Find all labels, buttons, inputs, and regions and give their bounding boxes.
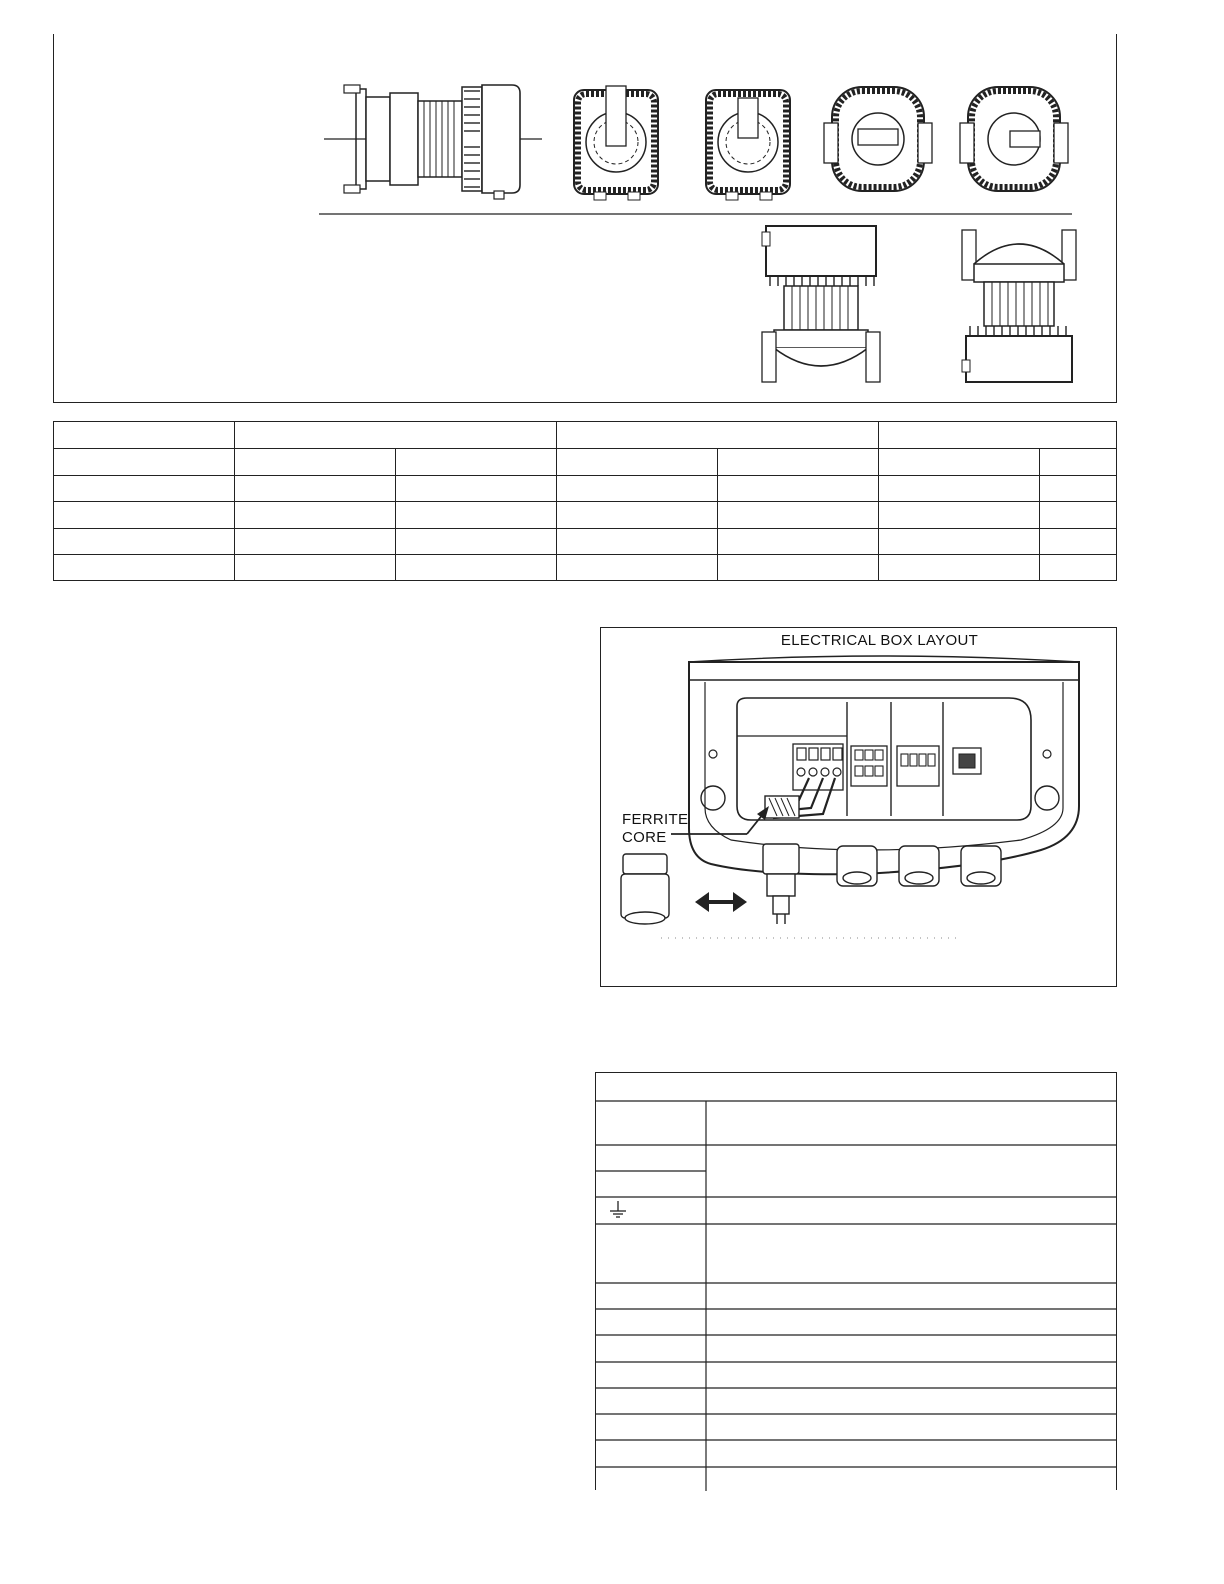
grid-subheader-row [54,449,1117,476]
grid-cell [235,502,396,528]
grid-cell [396,528,557,554]
grid-cell [235,528,396,554]
cable-gland-2 [837,846,877,886]
grid-cell [54,502,235,528]
gland-adapter [621,854,669,924]
grid-row [54,502,1117,528]
grid-row [54,476,1117,502]
grid-cell [718,476,879,502]
cable-gland-1 [763,844,799,924]
grid-cell [879,554,1040,580]
terminal-table [595,1072,1117,1490]
pump-front-view-1 [574,86,658,200]
double-arrow-icon [695,892,747,912]
grid-cell [396,502,557,528]
ferrite-label-line-1: FERRITE [622,811,689,828]
grid-cell [557,476,718,502]
grid-cell [54,449,235,476]
grid-cell [718,554,879,580]
grid-cell [1040,449,1117,476]
pump-vertical-view-2 [962,230,1076,382]
grid-cell [54,476,235,502]
grid-cell [557,554,718,580]
electrical-box-figure [600,627,1117,987]
grid-cell [557,422,879,449]
pump-front-view-4 [960,87,1068,191]
grid-cell [54,422,235,449]
pump-vertical-view-1 [762,226,880,382]
pump-front-view-2 [706,90,790,200]
grid-cell [235,554,396,580]
cable-gland-4 [961,846,1001,886]
grid-cell [879,422,1117,449]
mounting-positions-drawings [54,34,1116,402]
grid-header-row [54,422,1117,449]
grid-cell [235,476,396,502]
grid-cell [879,502,1040,528]
grid-row [54,528,1117,554]
grid-cell [718,502,879,528]
grid-cell [235,422,557,449]
grid-cell [1040,528,1117,554]
ferrite-core-label [622,811,688,847]
grid-cell [557,449,718,476]
terminal-table-grid [596,1073,1116,1491]
electrical-box-drawing [601,628,1116,986]
grid-cell [879,449,1040,476]
figure-title: ELECTRICAL BOX LAYOUT [780,632,979,649]
grid-cell [718,449,879,476]
grid-cell [557,528,718,554]
cable-gland-3 [899,846,939,886]
grid-cell [718,528,879,554]
grid-cell [396,554,557,580]
specifications-grid [53,421,1117,581]
ferrite-label-line-2: CORE [622,829,667,846]
grid-cell [557,502,718,528]
grid-cell [1040,554,1117,580]
grid-cell [54,528,235,554]
pump-front-view-3 [824,87,932,191]
grid-cell [235,449,396,476]
pump-side-view [324,85,542,199]
mounting-positions-frame [53,34,1117,403]
grid-cell [1040,476,1117,502]
grid-row [54,554,1117,580]
ground-symbol-icon [610,1201,626,1217]
grid-cell [396,449,557,476]
grid-cell [879,476,1040,502]
grid-cell [54,554,235,580]
grid-cell [879,528,1040,554]
grid-cell [1040,502,1117,528]
grid-cell [396,476,557,502]
